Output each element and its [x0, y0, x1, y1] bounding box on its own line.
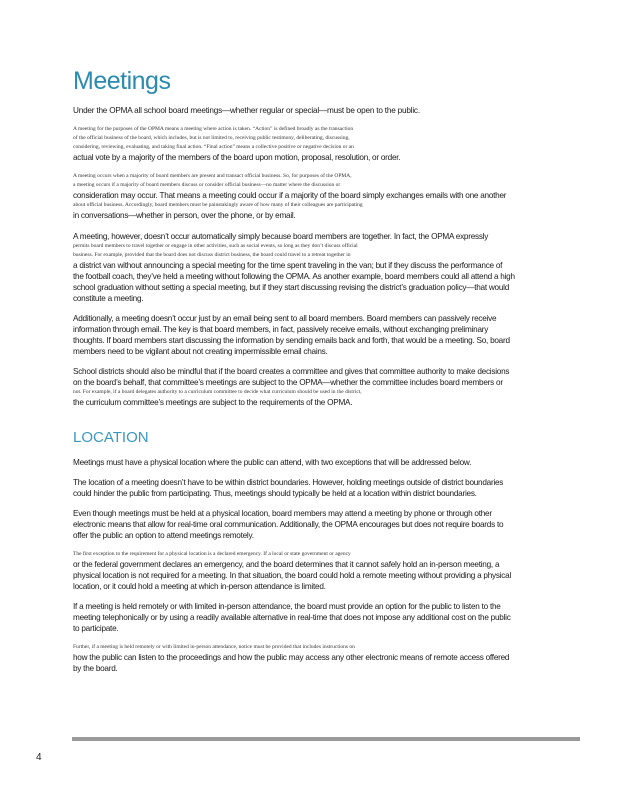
location-paragraph	[73, 643, 555, 674]
intro-paragraph: Under the OPMA all school board meetings—whether regular or special—must be open to the public.	[73, 106, 420, 115]
location-line: could hinder the public from participating. Thus, meetings should typically be held at a location within district boundaries.	[73, 489, 477, 498]
location-line: or the federal government declares an emergency, and the board determines that it cannot safely hold an in-person meeting, a	[73, 560, 500, 569]
committee-line: School districts should also be mindful that if the board creates a committee and gives that committee authority to make decisions	[73, 367, 510, 376]
location-small-line: The first exception to the requirement for a physical location is a declared emergency. If a local or state government or agency	[73, 551, 351, 557]
location-line: physical location is not required for a meeting. In that situation, the board could hold a remote meeting without providing a physical	[73, 571, 512, 580]
committee-line: on the board’s behalf, that committee’s meetings are subject to the OPMA—whether the committee includes board members or	[73, 378, 503, 387]
location-paragraph	[73, 508, 555, 541]
together-line: the football coach, they’ve held a meeting without following the OPMA. As another example, board members could all attend a high	[73, 272, 515, 281]
together-line: a district van without announcing a special meeting for the time spent traveling in the van; but if they discuss the performance of	[73, 261, 503, 270]
location-paragraph	[73, 477, 555, 499]
together-small-line: permits board members to travel together or engage in other activities, such as social events, so long as they don’t discuss official	[73, 243, 358, 249]
definition-small-line: of the official business of the board, which includes, but is not limited to, receiving public testimony, deliberating, discussing,	[73, 135, 350, 141]
together-paragraph	[73, 231, 555, 304]
majority-paragraph	[73, 172, 555, 221]
location-line: The location of a meeting doesn’t have to be within district boundaries. However, holding meetings outside of district boundaries	[73, 478, 504, 487]
committee-small-line: not. For example, if a board delegates authority to a curriculum committee to decide what curriculum should be used in the district,	[73, 389, 362, 395]
email-line: Additionally, a meeting doesn’t occur just by an email being sent to all board members. Board members can passively receive	[73, 314, 497, 323]
email-line: thoughts. If board members start discussing the information by sending emails back and forth, that would be a meeting. So, board	[73, 336, 510, 345]
majority-small-line: about official business. Accordingly, board members must be painstakingly aware of how many of their colleagues are participating	[73, 202, 363, 208]
definition-small-line: A meeting for the purposes of the OPMA means a meeting where action is taken. “Action” is defined broadly as the transaction	[73, 126, 354, 132]
together-small-line: business. For example, provided that the board does not discuss district business, the board could travel to a retreat together in	[73, 252, 351, 258]
page-content	[73, 66, 555, 674]
location-line: location, or it could hold a meeting at which in-person attendance is limited.	[73, 582, 326, 591]
email-line: information through email. The key is that board members, in fact, passively receive emails, without exchanging preliminary	[73, 325, 489, 334]
email-paragraph	[73, 313, 555, 357]
definition-small-line: considering, reviewing, evaluating, and taking final action. “Final action” means a collective positive or negative decision or an	[73, 144, 354, 150]
majority-line: consideration may occur. That means a meeting could occur if a majority of the board simply exchanges emails with one another	[73, 191, 507, 200]
majority-tail: in conversations—whether in person, over the phone, or by email.	[73, 211, 296, 220]
committee-tail: the curriculum committee’s meetings are subject to the requirements of the OPMA.	[73, 398, 353, 407]
location-line: If a meeting is held remotely or with limited in-person attendance, the board must provide an option for the public to listen to the	[73, 602, 501, 611]
section-heading-location: LOCATION	[73, 429, 149, 446]
together-line: school graduation without setting a special meeting, but if they start discussing revising the district’s graduation policy—that would	[73, 283, 510, 292]
location-line: offer the public an option to attend meetings remotely.	[73, 531, 254, 540]
location-line: by the board.	[73, 664, 118, 673]
location-small-line: Further, if a meeting is held remotely or with limited in-person attendance, notice must be provided that includes instructions on	[73, 644, 355, 650]
majority-small-line: a meeting occurs if a majority of board members discuss or consider official business—no matter where the discussion or	[73, 182, 341, 188]
email-line: members need to be vigilant about not creating impermissible email chains.	[73, 347, 328, 356]
together-line: constitute a meeting.	[73, 294, 144, 303]
footer-divider	[72, 737, 580, 741]
definition-tail: actual vote by a majority of the members of the board upon motion, proposal, resolution, or order.	[73, 153, 401, 162]
location-line: meeting telephonically or by using a readily available alternative in real-time that does not impose any additional cost on the public	[73, 613, 511, 622]
location-line: how the public can listen to the proceedings and how the public may access any other electronic means of remote access offered	[73, 653, 510, 662]
definition-paragraph	[73, 125, 555, 163]
majority-small-line: A meeting occurs when a majority of board members are present and transact official business. So, for purposes of the OPMA,	[73, 173, 352, 179]
location-paragraph	[73, 601, 555, 634]
location-line: Even though meetings must be held at a physical location, board members may attend a meeting by phone or through other	[73, 509, 492, 518]
together-line: A meeting, however, doesn’t occur automatically simply because board members are together. In fact, the OPMA expressly	[73, 232, 489, 241]
committee-paragraph	[73, 366, 555, 408]
page-number: 4	[36, 752, 42, 763]
page-title: Meetings	[73, 67, 171, 95]
location-paragraph	[73, 550, 555, 592]
location-line: electronic means that allow for real-time oral communication. Additionally, the OPMA encourages but does not require boards to	[73, 520, 504, 529]
location-line: to participate.	[73, 624, 119, 633]
location-paragraph: Meetings must have a physical location where the public can attend, with two exceptions that will be addressed below.	[73, 458, 472, 467]
